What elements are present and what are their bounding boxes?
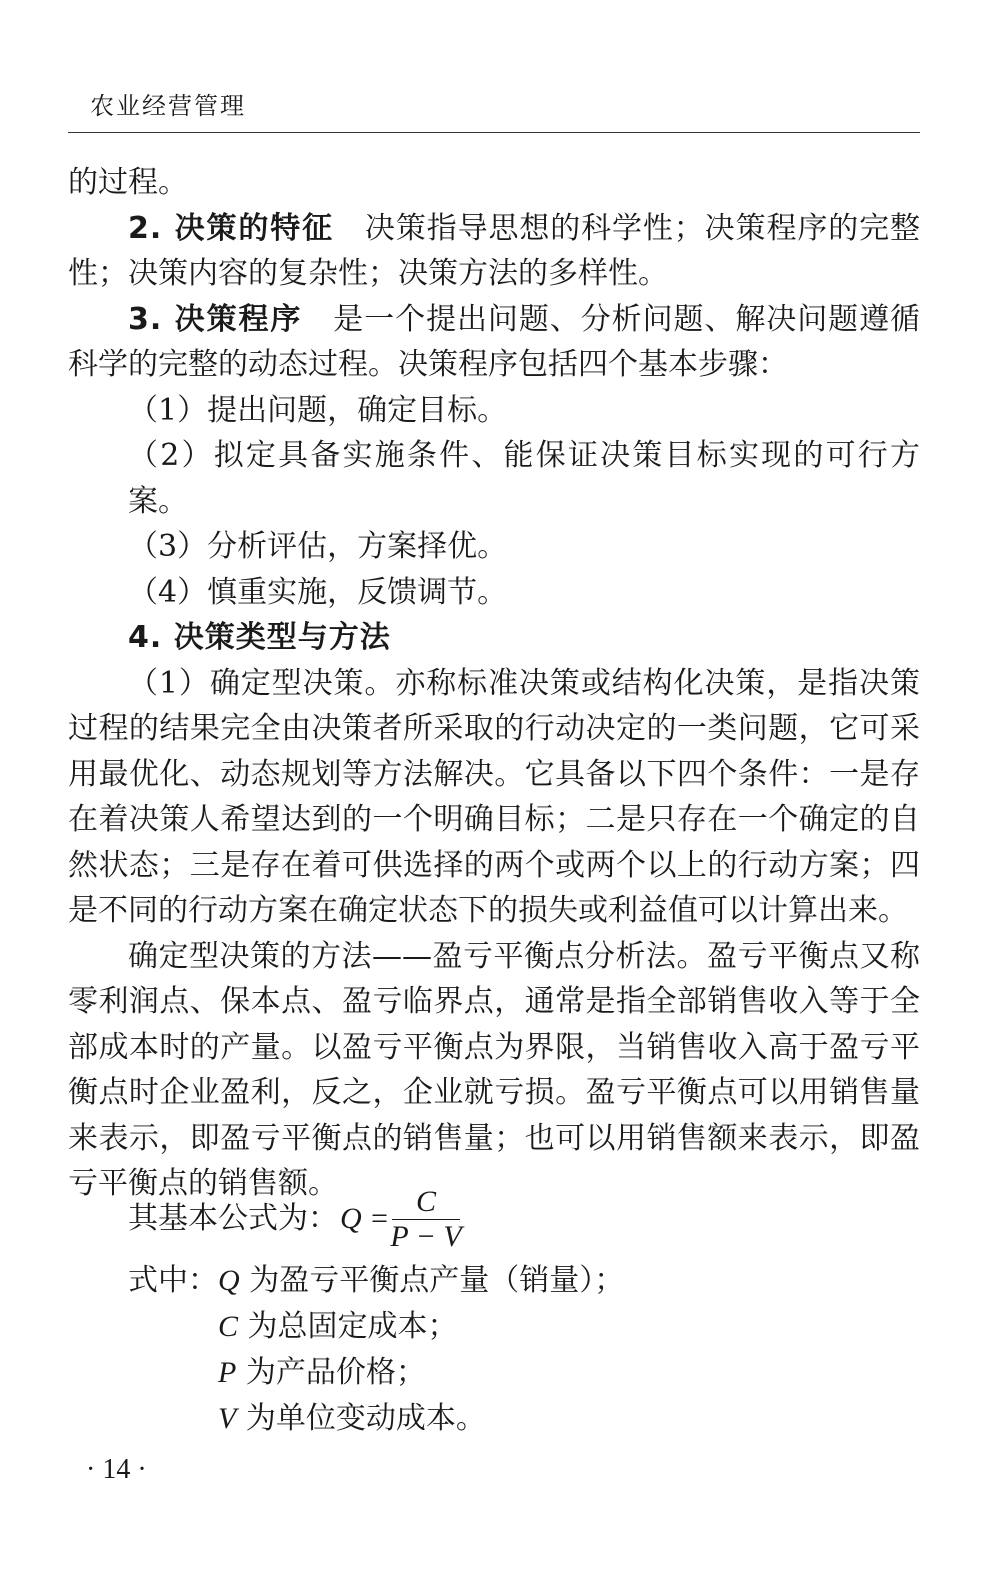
formula-block — [128, 1185, 828, 1255]
book-title: 农业经营管理 — [90, 92, 246, 120]
paragraph-text: 是一个提出问题、分析问题、解决问题遵循科学的完整的动态过程。决策程序包括四个基本步骤： — [68, 301, 920, 382]
definition-text: 为产品价格； — [236, 1355, 426, 1390]
fraction-denominator: P − V — [390, 1220, 462, 1253]
definition-row — [128, 1350, 624, 1396]
page-number: · 14 · — [86, 1454, 147, 1485]
formula-lhs: Q = — [340, 1202, 390, 1235]
section-heading-3: 3. 决策程序 — [128, 301, 303, 337]
definition-variable: P — [218, 1356, 237, 1389]
paragraph-deterministic-decision: （1）确定型决策。亦称标准决策或结构化决策，是指决策过程的结果完全由决策者所采取的行动决定的一类问题，它可采用最优化、动态规划等方法解决。它具备以下四个条件：一是存在着决策人希望达到的一个明确目标；二是只存在一个确定的自然状态；三是存在着可供选择的两个或两个以上的行动方案；四是不同的行动方案在确定状态下的损失或利益值可以计算出来。 — [68, 665, 920, 928]
definition-text: 为总固定成本； — [238, 1309, 458, 1344]
formula-fraction — [390, 1185, 462, 1254]
definition-variable: V — [218, 1402, 237, 1435]
paragraph-continuation: 的过程。 — [68, 165, 188, 200]
definition-text: 为单位变动成本。 — [236, 1401, 486, 1436]
list-item: （2）拟定具备实施条件、能保证决策目标实现的可行方案。 — [128, 438, 920, 519]
paragraph-breakeven-method: 确定型决策的方法——盈亏平衡点分析法。盈亏平衡点又称零利润点、保本点、盈亏临界点，通常是指全部销售收入等于全部成本时的产量。以盈亏平衡点为界限，当销售收入高于盈亏平衡点时企业盈利，反之，企业就亏损。盈亏平衡点可以用销售量来表示，即盈亏平衡点的销售量；也可以用销售额来表示，即盈亏平衡点的销售额。 — [68, 938, 920, 1201]
paragraph-text: 决策指导思想的科学性；决策程序的完整性；决策内容的复杂性；决策方法的多样性。 — [68, 210, 921, 291]
definitions-intro: 式中： — [128, 1263, 218, 1298]
list-item: （1）提出问题，确定目标。 — [128, 392, 508, 428]
paragraph-decision-features — [68, 206, 920, 297]
formula-label: 其基本公式为： — [128, 1201, 338, 1236]
body-text — [68, 160, 920, 1207]
list-item: （4）慎重实施，反馈调节。 — [128, 574, 508, 610]
variable-definitions — [128, 1258, 624, 1442]
section-heading-2: 2. 决策的特征 — [128, 210, 335, 246]
definition-row — [128, 1304, 624, 1350]
list-item: （3）分析评估，方案择优。 — [128, 529, 508, 564]
definition-variable: C — [218, 1310, 239, 1343]
section-heading-4: 4. 决策类型与方法 — [128, 620, 391, 655]
definition-text: 为盈亏平衡点产量（销量）； — [239, 1263, 625, 1298]
paragraph-decision-procedure — [68, 297, 920, 388]
definition-row — [128, 1396, 624, 1442]
definition-row — [128, 1258, 624, 1304]
section-heading-4-line — [68, 615, 920, 661]
fraction-numerator: C — [415, 1185, 436, 1218]
definition-variable: Q — [218, 1264, 240, 1297]
running-header — [68, 88, 920, 133]
